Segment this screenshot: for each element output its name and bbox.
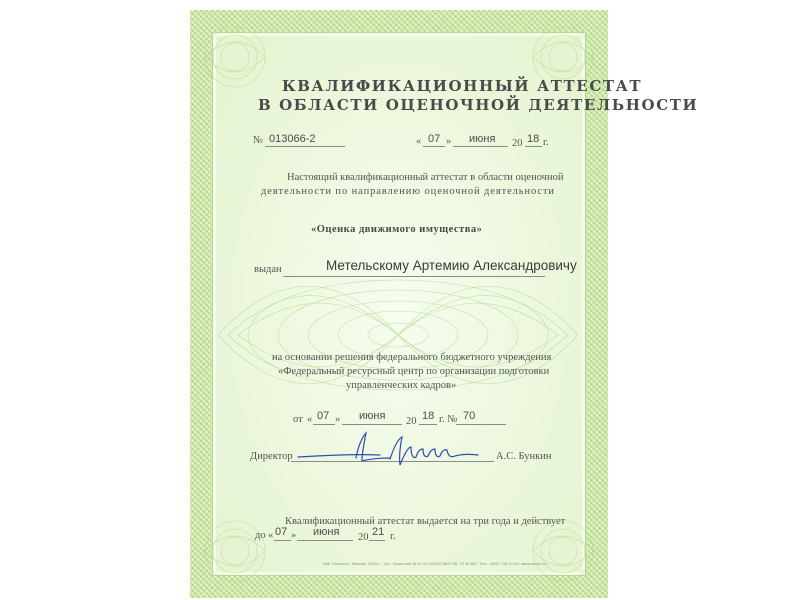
- basis-line2: «Федеральный ресурсный центр по организации подготовки: [278, 366, 550, 377]
- decision-year-prefix: 20: [406, 416, 417, 427]
- decision-month: июня: [359, 410, 386, 422]
- valid-year-suffix: 21: [372, 526, 385, 538]
- valid-month-underline: [297, 540, 353, 541]
- certificate-title-line1: КВАЛИФИКАЦИОННЫЙ АТТЕСТАТ: [282, 77, 643, 95]
- issued-label: выдан: [254, 264, 282, 275]
- number-label: №: [253, 135, 264, 146]
- valid-open-quote: «: [268, 530, 274, 541]
- valid-close-quote: »: [291, 530, 297, 541]
- intro-line2: деятельности по направлению оценочной деятельности: [261, 186, 555, 197]
- issue-day-underline: [423, 146, 445, 147]
- valid-month: июня: [313, 526, 340, 538]
- recipient-underline: [283, 276, 545, 277]
- decision-open-quote: «: [307, 414, 313, 425]
- valid-day-underline: [274, 540, 291, 541]
- issue-open-quote: «: [416, 136, 422, 147]
- printer-imprint: «ИФ «Оценка», Москва, 2016 г., «А». Лицензия № 01-02-06/520 ФНС РФ. ТУ № 867. Тел.: (495) 730-47-40, www.opcon.ru: [322, 562, 547, 566]
- valid-year-underline: [369, 540, 385, 541]
- decision-close-quote: »: [335, 414, 341, 425]
- certificate-number: 013066-2: [269, 133, 316, 145]
- valid-year-prefix: 20: [358, 532, 369, 543]
- issue-month-underline: [453, 146, 508, 147]
- issue-day: 07: [428, 133, 441, 145]
- issue-month: июня: [469, 133, 496, 145]
- valid-year-g: г.: [390, 531, 396, 542]
- director-label: Директор: [250, 451, 293, 462]
- decision-year-suffix: 18: [422, 410, 435, 422]
- intro-line1: Настоящий квалификационный аттестат в области оценочной: [287, 172, 564, 183]
- valid-day: 07: [275, 526, 288, 538]
- assessment-direction: «Оценка движимого имущества»: [311, 224, 483, 235]
- director-name: А.С. Бункин: [496, 451, 552, 462]
- issue-year-g: г.: [543, 137, 549, 148]
- decision-number: 70: [463, 410, 476, 422]
- basis-line3: управленческих кадров»: [346, 380, 457, 391]
- corner-rosette-top-left: [200, 22, 270, 92]
- issue-year-suffix: 18: [527, 133, 540, 145]
- decision-day: 07: [317, 410, 330, 422]
- decision-from-label: от: [293, 414, 303, 425]
- valid-until-label: до: [255, 530, 266, 541]
- decision-number-label: г. №: [439, 414, 458, 425]
- recipient-name: Метельскому Артемию Александровичу: [326, 258, 577, 273]
- basis-line1: на основании решения федерального бюджетного учреждения: [272, 352, 552, 363]
- validity-line: Квалификационный аттестат выдается на три года и действует: [285, 516, 566, 527]
- issue-close-quote: »: [446, 136, 452, 147]
- corner-rosette-bottom-left: [200, 516, 270, 586]
- director-signature: [290, 425, 500, 473]
- issue-year-underline: [525, 146, 542, 147]
- certificate-title-line2: В ОБЛАСТИ ОЦЕНОЧНОЙ ДЕЯТЕЛЬНОСТИ: [258, 96, 699, 114]
- number-underline: [265, 146, 345, 147]
- issue-year-prefix: 20: [512, 138, 523, 149]
